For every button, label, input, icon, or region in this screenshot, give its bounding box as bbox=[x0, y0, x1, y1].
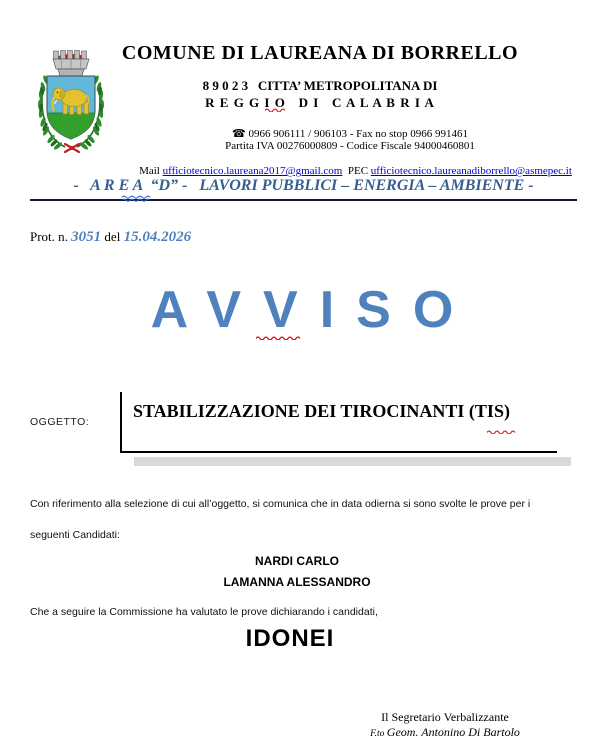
subject-label: OGGETTO: bbox=[30, 416, 90, 428]
protocol-del: del bbox=[101, 229, 124, 244]
candidate-name: LAMANNA ALESSANDRO bbox=[223, 575, 371, 589]
mail-label: Mail bbox=[139, 165, 163, 177]
closing-line: Che a seguire la Commissione ha valutato le prove dichiarando i candidati, bbox=[30, 606, 378, 618]
mural-crown bbox=[53, 51, 89, 77]
spellcheck-squiggle-reggio bbox=[265, 107, 285, 112]
protocol-label: Prot. n. bbox=[30, 229, 72, 244]
phone-fax-text: 0966 906111 / 906103 - Fax no stop 0966 991461 bbox=[248, 128, 468, 140]
phone-fax-line bbox=[100, 127, 600, 140]
shield bbox=[47, 76, 95, 139]
spellcheck-squiggle-tis bbox=[487, 429, 517, 434]
municipality-title: COMUNE DI LAUREANA DI BORRELLO bbox=[121, 42, 519, 64]
grammar-squiggle-area bbox=[122, 195, 150, 202]
protocol-number: 3051 bbox=[71, 229, 102, 245]
candidate-list bbox=[0, 551, 594, 593]
body-line-1: Con riferimento alla selezione di cui all’oggetto, si comunica che in data odierna si sono svolte le prove per i bbox=[30, 498, 531, 510]
signature-role: Il Segretario Verbalizzante bbox=[381, 710, 509, 724]
notice-title: AVVISO bbox=[150, 281, 476, 339]
mail-link[interactable]: ufficiotecnico.laureana2017@gmail.com bbox=[162, 165, 343, 177]
ribbon bbox=[65, 144, 79, 152]
signature-name: Geom. Antonino Di Bartolo bbox=[386, 725, 520, 739]
protocol-line bbox=[30, 229, 191, 246]
subject-text: STABILIZZAZIONE DEI TIROCINANTI (TIS) bbox=[133, 401, 510, 421]
header-cap-city: 8 9 0 2 3 CITTA’ METROPOLITANA DI bbox=[202, 78, 438, 93]
pec-link[interactable]: ufficiotecnico.laureanadiborrello@asmepec.it bbox=[370, 165, 572, 177]
phone-icon: ☎ bbox=[232, 128, 246, 140]
subject-box bbox=[120, 392, 557, 453]
spellcheck-squiggle-avviso bbox=[256, 335, 300, 340]
signature-block bbox=[320, 710, 570, 742]
signature-fto: F.to bbox=[370, 729, 387, 739]
header-region: R E G G I O D I C A L A B R I A bbox=[205, 95, 435, 110]
pec-label: PEC bbox=[342, 165, 371, 177]
body-line-2: seguenti Candidati: bbox=[30, 529, 120, 541]
subject-box-shadow bbox=[134, 457, 571, 466]
body-paragraph bbox=[30, 489, 590, 551]
verdict-text: IDONEI bbox=[245, 625, 335, 652]
signature-name-line bbox=[320, 725, 570, 742]
candidate-name: NARDI CARLO bbox=[255, 554, 339, 568]
protocol-date: 15.04.2026 bbox=[123, 229, 192, 245]
area-banner: - A R E A “D” - LAVORI PUBBLICI – ENERGIA – AMBIENTE - bbox=[30, 177, 577, 201]
vat-fiscal-line: Partita IVA 00276000809 - Codice Fiscale 94000460801 bbox=[225, 140, 475, 152]
